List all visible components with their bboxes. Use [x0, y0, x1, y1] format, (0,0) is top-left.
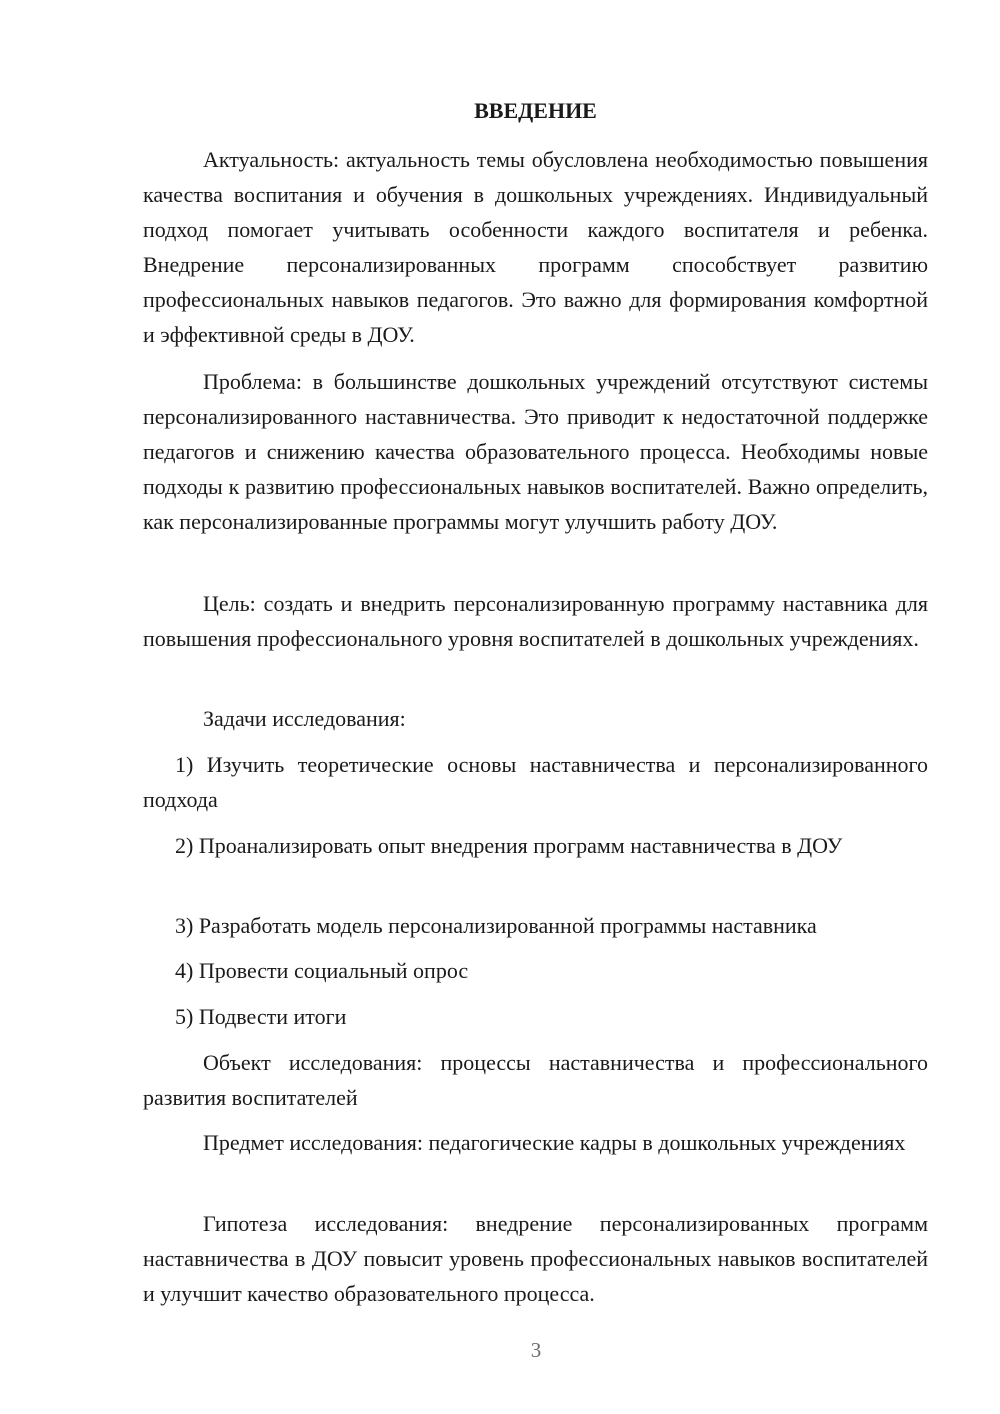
- tasks-heading: Задачи исследования:: [203, 706, 406, 731]
- goal-paragraph: Цель: создать и внедрить персонализированную программу наставника для повышения профессионального уровня воспитателей в дошкольных учреждениях.: [143, 591, 928, 651]
- subject-paragraph: Предмет исследования: педагогические кадры в дошкольных учреждениях: [203, 1130, 906, 1155]
- task-item-3: 3) Разработать модель персонализированной программы наставника: [175, 913, 817, 938]
- task-item-2: 2) Проанализировать опыт внедрения программ наставничества в ДОУ: [175, 833, 843, 858]
- task-item-1: 1) Изучить теоретические основы наставничества и персонализированного подхода: [143, 752, 928, 812]
- relevance-paragraph: Актуальность: актуальность темы обусловлена необходимостью повышения качества воспитания и обучения в дошкольных учреждениях. Индивидуальный подход помогает учитывать особенности каждого воспитателя и ребенка. Внедрение персонализированных программ способствует развитию профессиональных навыков педагогов. Это важно для формирования комфортной и эффективной среды в ДОУ.: [143, 147, 928, 347]
- object-paragraph: Объект исследования: процессы наставничества и профессионального развития воспитателей: [143, 1050, 928, 1110]
- task-item-4: 4) Провести социальный опрос: [175, 958, 469, 983]
- page-number: 3: [530, 1338, 542, 1362]
- problem-paragraph: Проблема: в большинстве дошкольных учреждений отсутствуют системы персонализированного наставничества. Это приводит к недостаточной поддержке педагогов и снижению качества образовательного процесса. Необходимы новые подходы к развитию профессиональных навыков воспитателей. Важно определить, как персонализированные программы могут улучшить работу ДОУ.: [143, 369, 928, 534]
- section-heading: ВВЕДЕНИЕ: [474, 98, 597, 123]
- hypothesis-paragraph: Гипотеза исследования: внедрение персонализированных программ наставничества в ДОУ повысит уровень профессиональных навыков воспитателей и улучшит качество образовательного процесса.: [143, 1211, 928, 1306]
- task-item-5: 5) Подвести итоги: [175, 1004, 347, 1029]
